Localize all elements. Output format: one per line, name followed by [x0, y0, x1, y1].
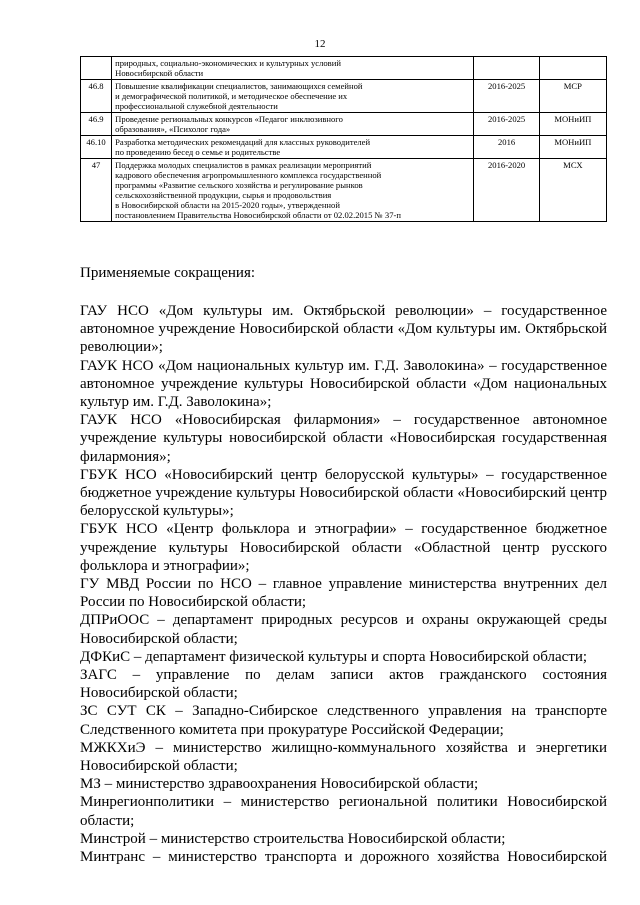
item-description: [112, 57, 474, 80]
abbreviations-heading: Применяемые сокращения:: [80, 265, 256, 281]
description-line: по проведению бесед о семье и родительстве: [115, 147, 281, 157]
item-number: 47: [81, 159, 112, 222]
abbreviation-item: Минтранс – министерство транспорта и дорожного хозяйства Новосибирской: [80, 849, 607, 866]
description-line: Повышение квалификации специалистов, занимающихся семейной: [115, 81, 363, 91]
table-row: [81, 80, 607, 113]
item-period: 2016: [474, 136, 539, 159]
description-line: сельскохозяйственной продукции, сырья и продовольствия: [115, 190, 332, 200]
abbreviation-item: ЗС СУТ СК – Западно-Сибирское следственного управления на транспорте Следственного комитета при прокуратуре Российской Федерации;: [80, 703, 607, 738]
abbreviations-list: [80, 302, 607, 866]
description-line: профессиональной служебной деятельности: [115, 101, 278, 111]
description-line: природных, социально-экономических и культурных условий: [115, 58, 341, 68]
page-number: 12: [314, 38, 326, 50]
table-row: [81, 57, 607, 80]
description-line: кадрового обеспечения агропромышленного комплекса государственной: [115, 170, 382, 180]
abbreviation-item: ДПРиООС – департамент природных ресурсов и охраны окружающей среды Новосибирской области;: [80, 612, 607, 647]
description-line: Проведение региональных конкурсов «Педагог инклюзивного: [115, 114, 343, 124]
item-number: 46.8: [81, 80, 112, 113]
item-period: 2016-2020: [474, 159, 539, 222]
abbreviation-item: МЗ – министерство здравоохранения Новосибирской области;: [80, 776, 479, 793]
item-period: [474, 57, 539, 80]
item-number: 46.9: [81, 113, 112, 136]
item-description: [112, 80, 474, 113]
item-description: [112, 136, 474, 159]
item-period: 2016-2025: [474, 113, 539, 136]
table-row: [81, 159, 607, 222]
abbreviation-item: ГАУ НСО «Дом культуры им. Октябрьской революции» – государственное автономное учреждение Новосибирской области «Дом культуры им. Октябрьской революции»;: [80, 303, 607, 356]
item-description: [112, 113, 474, 136]
description-line: в Новосибирской области на 2015-2020 годы», утвержденной: [115, 200, 340, 210]
item-period: 2016-2025: [474, 80, 539, 113]
table-row: [81, 113, 607, 136]
abbreviation-item: Минрегионполитики – министерство региональной политики Новосибирской области;: [80, 794, 607, 829]
item-executor: [539, 57, 606, 80]
description-line: Новосибирской области: [115, 68, 204, 78]
description-line: программы «Развитие сельского хозяйства и регулирование рынков: [115, 180, 363, 190]
item-number: 46.10: [81, 136, 112, 159]
item-executor: МОНиИП: [539, 113, 606, 136]
item-executor: МСХ: [539, 159, 606, 222]
abbreviation-item: МЖКХиЭ – министерство жилищно-коммунального хозяйства и энергетики Новосибирской области;: [80, 739, 607, 775]
description-line: и демографической политикой, и методическое обеспечение их: [115, 91, 348, 101]
abbreviation-item: ЗАГС – управление по делам записи актов гражданского состояния Новосибирской области;: [80, 667, 607, 702]
item-description: [112, 159, 474, 222]
description-line: постановлением Правительства Новосибирской области от 02.02.2015 № 37-п: [115, 210, 401, 220]
measures-table-body: [81, 57, 607, 222]
description-line: Поддержка молодых специалистов в рамках реализации мероприятий: [115, 160, 372, 170]
abbreviation-item: ДФКиС – департамент физической культуры и спорта Новосибирской области;: [80, 648, 588, 665]
item-executor: МСР: [539, 80, 606, 113]
table-row: [81, 136, 607, 159]
abbreviation-item: ГАУК НСО «Новосибирская филармония» – государственное автономное учреждение культуры новосибирской области «Новосибирская государственная филармония»;: [80, 412, 607, 465]
abbreviation-item: Минстрой – министерство строительства Новосибирской области;: [80, 830, 506, 847]
item-number: [81, 57, 112, 80]
abbreviation-item: ГУ МВД России по НСО – главное управление министерства внутренних дел России по Новосибирской области;: [80, 576, 607, 611]
description-line: образования», «Психолог года»: [115, 124, 231, 134]
measures-table: [80, 56, 607, 222]
description-line: Разработка методических рекомендаций для классных руководителей: [115, 137, 371, 147]
abbreviation-item: ГАУК НСО «Дом национальных культур им. Г.Д. Заволокина» – государственное автономное учреждение культуры Новосибирской области «Дом национальных культур им. Г.Д. Заволокина»;: [80, 357, 607, 411]
abbreviation-item: ГБУК НСО «Центр фольклора и этнографии» – государственное бюджетное учреждение культуры Новосибирской области «Областной центр русского фольклора и этнографии»;: [80, 521, 607, 574]
item-executor: МОНиИП: [539, 136, 606, 159]
abbreviation-item: ГБУК НСО «Новосибирский центр белорусской культуры» – государственное бюджетное учреждение культуры Новосибирской области «Новосибирский центр белорусской культуры»;: [80, 466, 607, 520]
